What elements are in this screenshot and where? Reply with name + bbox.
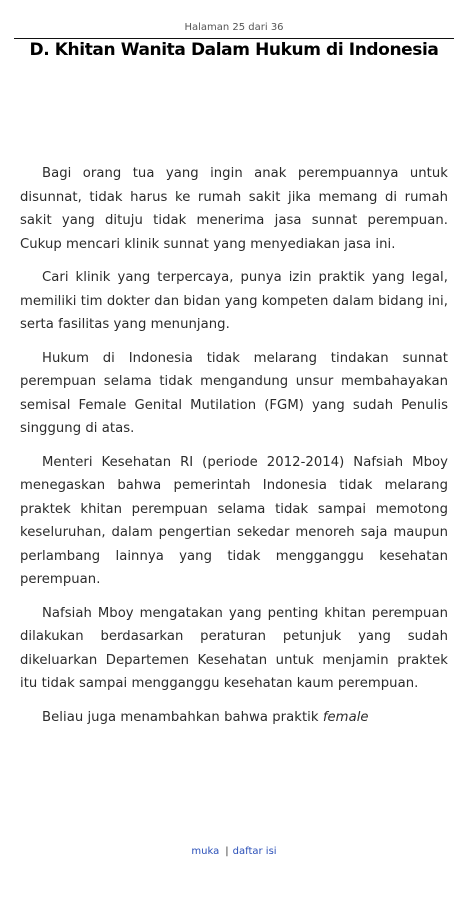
paragraph-text: Beliau juga menambahkan bahwa praktik	[42, 709, 323, 725]
page-indicator: Halaman 25 dari 36	[184, 22, 284, 33]
article-body	[20, 162, 448, 739]
table-of-contents-link[interactable]: daftar isi	[232, 846, 277, 857]
paragraph: Nafsiah Mboy mengatakan yang penting khitan perempuan dilakukan berdasarkan peraturan petunjuk yang sudah dikeluarkan Departemen Kesehatan untuk menjamin praktek itu tidak sampai mengganggu kesehatan kaum perempuan.	[20, 605, 448, 691]
paragraph	[20, 706, 448, 730]
paragraph: Hukum di Indonesia tidak melarang tindakan sunnat perempuan selama tidak mengandung unsur membahayakan semisal Female Genital Mutilation (FGM) yang sudah Penulis singgung di atas.	[20, 350, 448, 436]
paragraph: Menteri Kesehatan RI (periode 2012-2014) Nafsiah Mboy menegaskan bahwa pemerintah Indonesia tidak melarang praktek khitan perempuan selama tidak sampai memotong keseluruhan, dalam pengertian sekedar menoreh saja maupun perlambang lainnya yang tidak mengganggu kesehatan perempuan.	[20, 454, 448, 587]
nav-separator: |	[225, 846, 229, 857]
paragraph: Bagi orang tua yang ingin anak perempuannya untuk disunnat, tidak harus ke rumah sakit jika memang di rumah sakit yang dituju tidak menerima jasa sunnat perempuan. Cukup mencari klinik sunnat yang menyediakan jasa ini.	[20, 166, 448, 252]
title-divider	[14, 38, 454, 39]
footer-navigation	[0, 846, 468, 857]
italic-term: female	[322, 709, 369, 725]
chapter-title: D. Khitan Wanita Dalam Hukum di Indonesia	[29, 40, 439, 60]
home-link[interactable]: muka	[191, 846, 220, 857]
paragraph: Cari klinik yang terpercaya, punya izin praktik yang legal, memiliki tim dokter dan bidan yang kompeten dalam bidang ini, serta fasilitas yang menunjang.	[20, 270, 448, 332]
